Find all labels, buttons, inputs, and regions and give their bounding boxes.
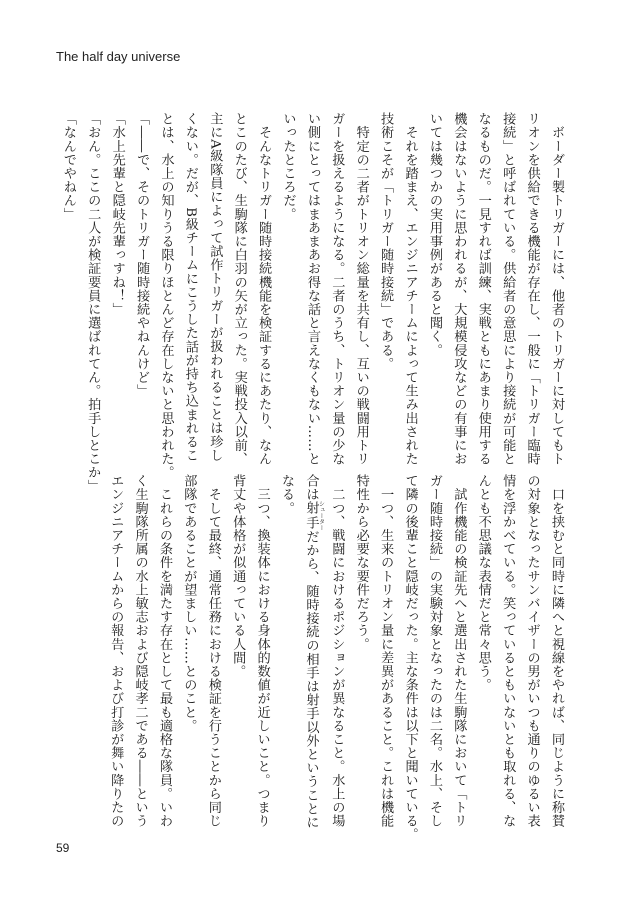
text-line: 部隊であることが望ましい……とのこと。 <box>181 474 197 733</box>
text-line: 主にA級隊員によって試作トリガーが扱われることは珍し <box>207 112 223 462</box>
text-line: なるものだ。一見すれば訓練、実戦ともにあまり使用する <box>475 112 491 466</box>
text-line: そんなトリガー随時接続機能を検証するにあたり、なん <box>256 112 272 466</box>
text-line: 特定の二者がトリオン総量を共有し、互いの戦闘用トリ <box>353 112 369 466</box>
text-line: それを踏まえ、エンジニアチームによって生み出された <box>402 112 418 466</box>
text-line: の対象となったサンバイザーの男がいつも通りのゆるい表 <box>524 474 540 828</box>
text-line: 背丈や体格が似通っている人間。 <box>230 474 246 678</box>
text-line: とこのたび、生駒隊に白羽の矢が立った。実戦投入以前、 <box>231 112 247 466</box>
text-line: エンジニアチームからの報告、および打診が舞い降りたの <box>108 474 124 828</box>
text-line: そして最終、通常任務における検証を行うことから同じ <box>205 474 221 828</box>
text-block-bottom <box>68 474 568 842</box>
text-line: なる。 <box>279 474 295 515</box>
running-header: The half day universe <box>56 49 181 64</box>
text-line: 特性から必要な要件だろう。 <box>353 474 369 651</box>
text-line: 技術こそが「トリガー随時接続」である。 <box>378 112 394 371</box>
text-line: いては幾つかの実用事例があると聞く。 <box>426 112 442 357</box>
ruby-reading: シューター <box>317 500 325 531</box>
text-line: 「水上先輩と隠岐先輩っすね！」 <box>109 112 125 316</box>
text-line-with-ruby: 合は射手 シューターだから、随時接続の相手は射手以外ということに <box>303 474 325 830</box>
text-line: んとも不思議な表情だと常々思う。 <box>475 474 491 692</box>
text-line: これらの条件を満たす存在として最も適格な隊員。いわ <box>157 474 172 828</box>
ruby-annotation: 射手 シューター <box>303 500 325 531</box>
text-line: いったところだ。 <box>280 112 296 221</box>
text-line: リオンを供給できる機能が存在し、一般に「トリガー臨時 <box>524 112 540 466</box>
text-line: とは、水上の知りうる限りほとんど存在しないと思われた。 <box>158 112 174 480</box>
text-block-top <box>60 112 568 493</box>
text-line: ガーを扱えるようになる。二者のうち、トリオン量の少な <box>329 112 345 466</box>
text-line: ボーダー製トリガーには、他者のトリガーに対してもト <box>549 112 564 466</box>
text-line: 「おん。ここの二人が検証要員に選ばれてん。拍手しとこか」 <box>85 112 101 493</box>
text-line: 二つ、戦闘におけるポジションが異なること。水上の場 <box>329 474 345 828</box>
text-line: 情を浮かべている。笑っているともいないとも取れる、な <box>500 474 516 828</box>
text-line: い側にとってはまあまあお得な話と言えなくもない……と <box>304 112 320 466</box>
text-line: 接続」と呼ばれている。供給者の意思により接続が可能と <box>500 112 516 466</box>
text-line: て隣の後輩こと隠岐だった。主な条件は以下と聞いている。 <box>402 474 418 842</box>
text-line: く生駒隊所属の水上敏志および隠岐孝二である――という <box>132 474 148 828</box>
page-number: 59 <box>56 841 70 855</box>
text-line: くない。だが、B級チームにこうした話が持ち込まれるこ <box>182 112 198 463</box>
text-line: 一つ、生来のトリオン量に差異があること。これは機能 <box>378 474 394 828</box>
text-line: 試作機能の検証先へと選出された生駒隊において「トリ <box>451 474 467 828</box>
text-line: 「――で、そのトリガー随時接続やねんけど」 <box>134 112 150 398</box>
text-line: ガー随時接続」の実験対象となったのは二名。水上、そし <box>426 474 442 828</box>
text-line: 「なんでやねん」 <box>60 112 76 221</box>
text-line: 口を挟むと同時に隣へと視線をやれば、同じように称賛 <box>549 474 564 828</box>
text-line: 三つ、換装体における身体的数値が近しいこと。つまり <box>254 474 270 828</box>
text-line: 機会はないように思われるが、大規模侵攻などの有事にお <box>451 112 467 466</box>
